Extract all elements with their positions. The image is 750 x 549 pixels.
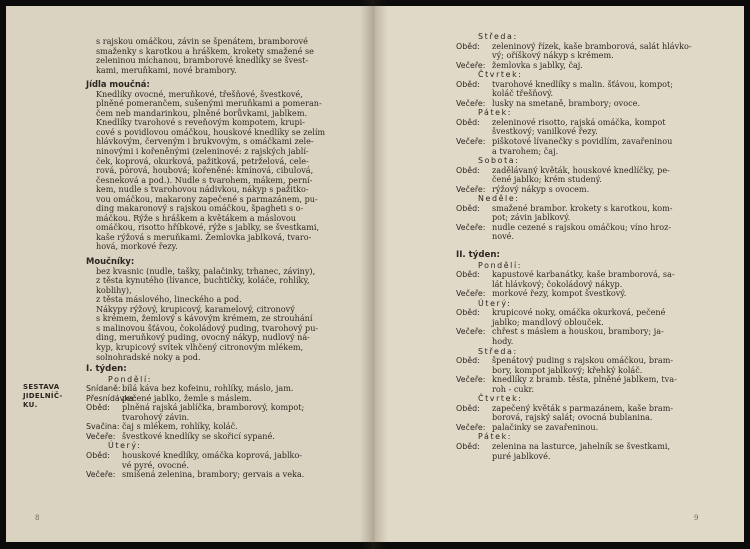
page-number-left: 8 [35, 514, 40, 522]
left-text-column [86, 37, 358, 480]
paragraph-line: s krémem, žemlový s kávovým krémem, ze strouhání [96, 313, 313, 324]
meal-label: Večeře: [456, 184, 486, 194]
meal-label: Oběd: [86, 403, 110, 413]
day-heading: Středa: [478, 32, 518, 41]
paragraph-line: kaše rýžová s meruňkami. Žemlovka jablková, tvaro- [96, 231, 312, 242]
day-heading: Úterý: [478, 298, 512, 308]
meal-line: žemlovka s jablky, čaj. [492, 59, 583, 70]
meal-label: Večeře: [456, 137, 486, 147]
paragraph-line: solnohradské noky a pod. [96, 351, 201, 362]
meal-row [456, 270, 718, 289]
meal-text [492, 270, 718, 289]
meal-line: zadělávaný květák, houskové knedlíčky, pe- [492, 164, 670, 175]
meal-label: Oběd: [456, 441, 480, 451]
paragraph-line: Nákypy rýžový, krupicový, karamelový, citronový [96, 303, 295, 314]
meal-label: Oběd: [456, 270, 480, 280]
section-heading: Moučníky: [86, 256, 135, 267]
meal-line: tvarohový závin. [122, 411, 190, 422]
meal-row [456, 99, 718, 109]
meal-text [492, 308, 718, 327]
meal-line: nové. [492, 231, 515, 242]
paragraph-line: koblihy), [96, 284, 132, 295]
meal-row [456, 61, 718, 71]
meal-line: bílá káva bez kofeinu, rohlíky, máslo, jam. [122, 383, 294, 394]
meal-line: hody. [492, 335, 514, 346]
meal-text [492, 356, 718, 375]
meal-label: Večeře: [456, 98, 486, 108]
paragraph-line: ninovými i kořeněnými (zeleninové: z rajských jablí- [96, 146, 309, 157]
meal-row [456, 442, 718, 461]
paragraph-line: s malinovou šťávou, čokoládový puding, tvarohový pu- [96, 322, 319, 333]
meal-text [492, 327, 718, 346]
week-heading: I. týden: [86, 364, 127, 375]
meal-label: Oběd: [456, 41, 480, 51]
paragraph-line: máčkou. Rýže s hráškem a květákem a máslovou [96, 212, 296, 223]
meal-label: Oběd: [456, 203, 480, 213]
meal-row [456, 166, 718, 185]
meal-line: chřest s máslem a houskou, brambory; ja- [492, 326, 664, 337]
meal-label: Večeře: [456, 375, 486, 385]
meal-line: smažené brambor. krokety s karotkou, kom- [492, 202, 673, 213]
day-heading: Úterý: [108, 441, 142, 451]
day-heading: Pondělí: [478, 260, 523, 270]
meal-label: Oběd: [456, 117, 480, 127]
meal-line: borová, rajský salát; ovocná bublanina. [492, 412, 653, 423]
meal-row [456, 289, 718, 299]
meal-line: puré jablkové. [492, 450, 551, 461]
meal-line: morkové řezy, kompot švestkový. [492, 288, 627, 299]
meal-row [456, 404, 718, 423]
meal-line: čaj s mlékem, rohlíky, koláč. [122, 421, 238, 432]
paragraph-line: ding makaronový s rajskou omáčkou, špagheti s o- [96, 203, 304, 214]
meal-label: Večeře: [456, 60, 486, 70]
meal-text [492, 375, 718, 394]
meal-label: Oběd: [456, 79, 480, 89]
meal-row [456, 185, 718, 195]
meal-line: pot; závin jablkový. [492, 212, 571, 223]
meal-text [492, 137, 718, 156]
page-number-right: 9 [694, 514, 699, 522]
meal-text [492, 204, 718, 223]
meal-line: lusky na smetaně, brambory; ovoce. [492, 97, 641, 108]
side-label-line: KU. [23, 401, 38, 409]
left-page [6, 6, 374, 542]
meal-line: vé pyré, ovocné. [122, 459, 189, 470]
paragraph-line: česneková a pod.). Nudle s tvarohem, mákem, perní- [96, 174, 313, 185]
meal-row [456, 223, 718, 242]
meal-label: Večeře: [86, 431, 116, 441]
day-heading: Čtvrtek: [478, 394, 523, 404]
week-heading: II. týden: [456, 250, 500, 261]
meal-label: Večeře: [456, 289, 486, 299]
side-label [23, 383, 63, 410]
meal-label: Oběd: [456, 403, 480, 413]
meal-row [456, 327, 718, 346]
meal-text [492, 61, 718, 71]
meal-line: špenátový puding s rajskou omáčkou, bram- [492, 355, 674, 366]
intro-line: zeleninou míchanou, bramborové knedlíky se švest- [96, 55, 309, 66]
meal-line: bory, kompot jablkový; křehký koláč. [492, 364, 643, 375]
meal-line: jablko; mandlový oblouček. [492, 316, 604, 327]
meal-row [456, 118, 718, 137]
meal-line: zeleninový řízek, kaše bramborová, salát hlávko- [492, 40, 692, 51]
meal-text [492, 289, 718, 299]
meal-row [86, 432, 358, 442]
day-heading: Čtvrtek: [478, 70, 523, 80]
meal-row [456, 308, 718, 327]
meal-line: plněná rajská jablíčka, bramborový, kompot; [122, 402, 305, 413]
meal-row [86, 451, 358, 470]
meal-text [492, 423, 718, 433]
meal-line: lát hlávkový; čokoládový nákyp. [492, 278, 623, 289]
meal-label: Večeře: [456, 327, 486, 337]
day-heading: Pátek: [478, 432, 513, 442]
meal-text [492, 80, 718, 99]
meal-label: Oběd: [456, 308, 480, 318]
spacer [456, 242, 718, 248]
paragraph-line: hová, morkové řezy. [96, 241, 178, 252]
meal-row [456, 423, 718, 433]
meal-label: Večeře: [456, 422, 486, 432]
day-heading: Neděle: [478, 194, 520, 204]
meal-line: tvarohové knedlíky s malin. šťávou, kompot; [492, 78, 674, 89]
meal-line: piškotové lívanečky s povidlím, zavařeninou [492, 136, 673, 147]
meal-label: Přesnídávka: [86, 393, 137, 403]
day-heading: Pondělí: [108, 374, 153, 384]
meal-label: Oběd: [86, 450, 110, 460]
paragraph-line: omáčkou, risotto hříbkové, rýže s jablky, se švestkami, [96, 222, 320, 233]
right-page [374, 6, 744, 542]
intro-line: smaženky s karotkou a hráškem, krokety smažené se [96, 45, 314, 56]
meal-text [492, 166, 718, 185]
meal-line: švestkový; vanilkové řezy. [492, 126, 598, 137]
meal-line: koláč třešňový. [492, 88, 554, 99]
meal-text [492, 223, 718, 242]
meal-row [456, 80, 718, 99]
side-label-line: JIDELNÍČ- [23, 392, 63, 400]
paragraph-line: plněné pomerančem, sušenými meruňkami a pomeran- [96, 98, 322, 109]
meal-line: čené jablko; krém studený. [492, 174, 602, 185]
paragraph-line: čem neb mandarinkou, plněné borůvkami, jablkem. [96, 107, 308, 118]
meal-text [122, 432, 358, 442]
meal-text [492, 404, 718, 423]
meal-row [456, 42, 718, 61]
meal-label: Večeře: [86, 470, 116, 480]
right-text-column [456, 32, 718, 461]
meal-text [492, 442, 718, 461]
meal-line: zelenina na lasturce, jahelník se švestkami, [492, 440, 671, 451]
meal-row [86, 470, 358, 480]
paragraph-line: hlávkovým, červeným i brukvovým, s omáčkami zele- [96, 136, 314, 147]
paragraph-line: Knedlíky ovocné, meruňkové, třešňové, švestkové, [96, 88, 303, 99]
paragraph-line: cové s povidlovou omáčkou, houskové knedlíky se zelím [96, 126, 326, 137]
meal-text [492, 42, 718, 61]
meal-text [122, 470, 358, 480]
paragraph-line: ček, koprová, okurková, pažitková, petrželová, cele- [96, 155, 309, 166]
paragraph-line: z těsta máslového, lineckého a pod. [96, 294, 242, 305]
meal-line: švestkové knedlíky se skořicí sypané. [122, 430, 275, 441]
meal-row [86, 403, 358, 422]
meal-text [492, 99, 718, 109]
intro-line: s rajskou omáčkou, závin se špenátem, bramborové [96, 36, 308, 46]
meal-label: Oběd: [456, 356, 480, 366]
meal-line: kapustové karbanátky, kaše bramborová, sa- [492, 269, 675, 280]
meal-row [456, 356, 718, 375]
paragraph-line: ding, meruňkový puding, ovocný nákyp, nudlový ná- [96, 332, 310, 343]
meal-line: roh - cukr. [492, 383, 535, 394]
meal-label: Oběd: [456, 165, 480, 175]
paragraph-line: vou omáčkou, makarony zapečené s parmazánem, pu- [96, 193, 318, 204]
paragraph-line: z těsta kynutého (lívance, buchtičky, koláče, rohlíky, [96, 275, 310, 286]
meal-line: palačinky se zavařeninou. [492, 421, 599, 432]
paragraph-line: kem, nudle s tvarohovou nádivkou, nákyp s pažitko- [96, 184, 309, 195]
paragraph-line: Knedlíky tvarohové s reveňovým kompotem, krupi- [96, 117, 305, 128]
meal-line: smíšená zelenina, brambory; gervais a veka. [122, 469, 305, 480]
meal-row [456, 137, 718, 156]
meal-line: knedlíky z bramb. těsta, plněné jablkem, tva- [492, 374, 677, 385]
meal-label: Večeře: [456, 222, 486, 232]
meal-line: pečené jablko, žemle s máslem. [122, 392, 252, 403]
meal-line: houskové knedlíky, omáčka koprová, jablko- [122, 449, 303, 460]
meal-text [122, 451, 358, 470]
meal-line: nudle cezené s rajskou omáčkou; víno hroz- [492, 221, 672, 232]
meal-line: zeleninové risotto, rajská omáčka, kompot [492, 116, 666, 127]
meal-text [492, 118, 718, 137]
meal-label: Svačina: [86, 422, 120, 432]
intro-line: kami, meruňkami, nové brambory. [96, 64, 237, 75]
paragraph-line: rová, pórová, houbová; kořeněné: kmínová, cibulová, [96, 165, 314, 176]
meal-text [122, 403, 358, 422]
meal-label: Snídaně: [86, 384, 121, 394]
meal-line: vý; oříškový nákyp s krémem. [492, 50, 614, 61]
paragraph-line: bez kvasnic (nudle, tašky, palačinky, trhanec, záviny), [96, 265, 316, 276]
section-heading: Jídla moučná: [86, 79, 150, 90]
meal-line: a tvarohem; čaj. [492, 145, 559, 156]
meal-line: krupicové noky, omáčka okurková, pečené [492, 307, 666, 318]
day-heading: Sobota: [478, 156, 520, 166]
meal-text [492, 185, 718, 195]
side-label-line: SESTAVA [23, 383, 60, 391]
day-heading: Středa: [478, 346, 518, 356]
meal-row [456, 375, 718, 394]
meal-line: rýžový nákyp s ovocem. [492, 183, 590, 194]
paragraph-line: kyp, krupicový svítek vlhčený citronovým mlékem, [96, 341, 304, 352]
day-heading: Pátek: [478, 108, 513, 118]
meal-row [456, 204, 718, 223]
meal-line: zapečený květák s parmazánem, kaše bram- [492, 402, 674, 413]
